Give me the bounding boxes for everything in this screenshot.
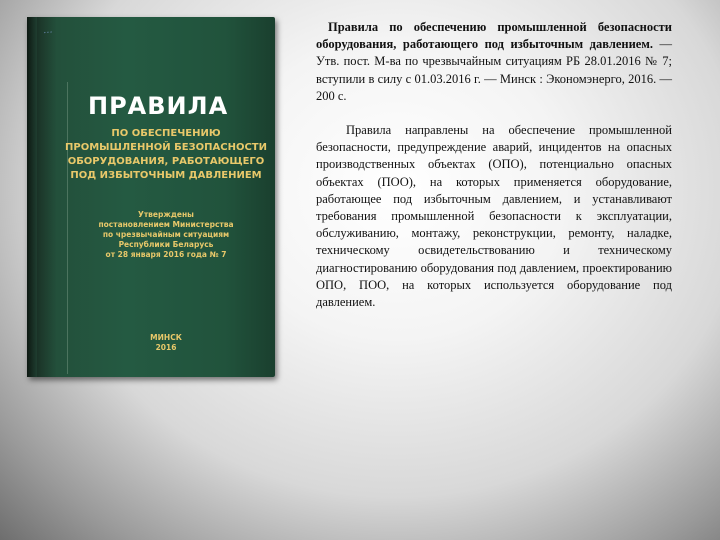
cover-title: ПРАВИЛА — [88, 92, 229, 120]
citation-title: Правила по обеспечению промышленной безопасности оборудования, работающего под избыточным давлением. — [316, 20, 672, 52]
cover-approval-note: Утверждены постановлением Министерства по чрезвычайным ситуациям Республики Беларусь от 28 января 2016 года № 7 — [98, 210, 234, 259]
cover-subtitle: ПО ОБЕСПЕЧЕНИЮ ПРОМЫШЛЕННОЙ БЕЗОПАСНОСТИ ОБОРУДОВАНИЯ, РАБОТАЮЩЕГО ПОД ИЗБЫТОЧНЫМ ДАВЛЕНИЕМ — [65, 128, 267, 181]
cover-place-year: МИНСК 2016 — [150, 333, 182, 352]
book-cover-image — [27, 17, 275, 377]
description-text — [316, 19, 672, 311]
bibliographic-citation — [316, 19, 672, 105]
handwritten-note: ... — [42, 24, 53, 37]
annotation-paragraph: Правила направлены на обеспечение промышленной безопасности, предупреждение аварий, инцидентов на опасных производственных объектах (ОПО), потенциально опасных объектах (ПОО), на которых применяется оборудование, работающее под избыточным давлением, и устанавливают требования промышленной безопасности к эксплуатации, обслуживанию, монтажу, реконструкции, ремонту, наладке, техническому освидетельствованию и техническому диагностированию оборудования под давлением, проектированию ОПО, ПОО, на которых используется оборудование под давлением. — [316, 123, 672, 310]
citation-details: — Утв. пост. М-ва по чрезвычайным ситуациям РБ 28.01.2016 № 7; вступили в силу с 01.03.2016 г. — Минск : Экономэнерго, 2016. — 200 с. — [316, 37, 673, 103]
book-spine — [27, 17, 37, 377]
